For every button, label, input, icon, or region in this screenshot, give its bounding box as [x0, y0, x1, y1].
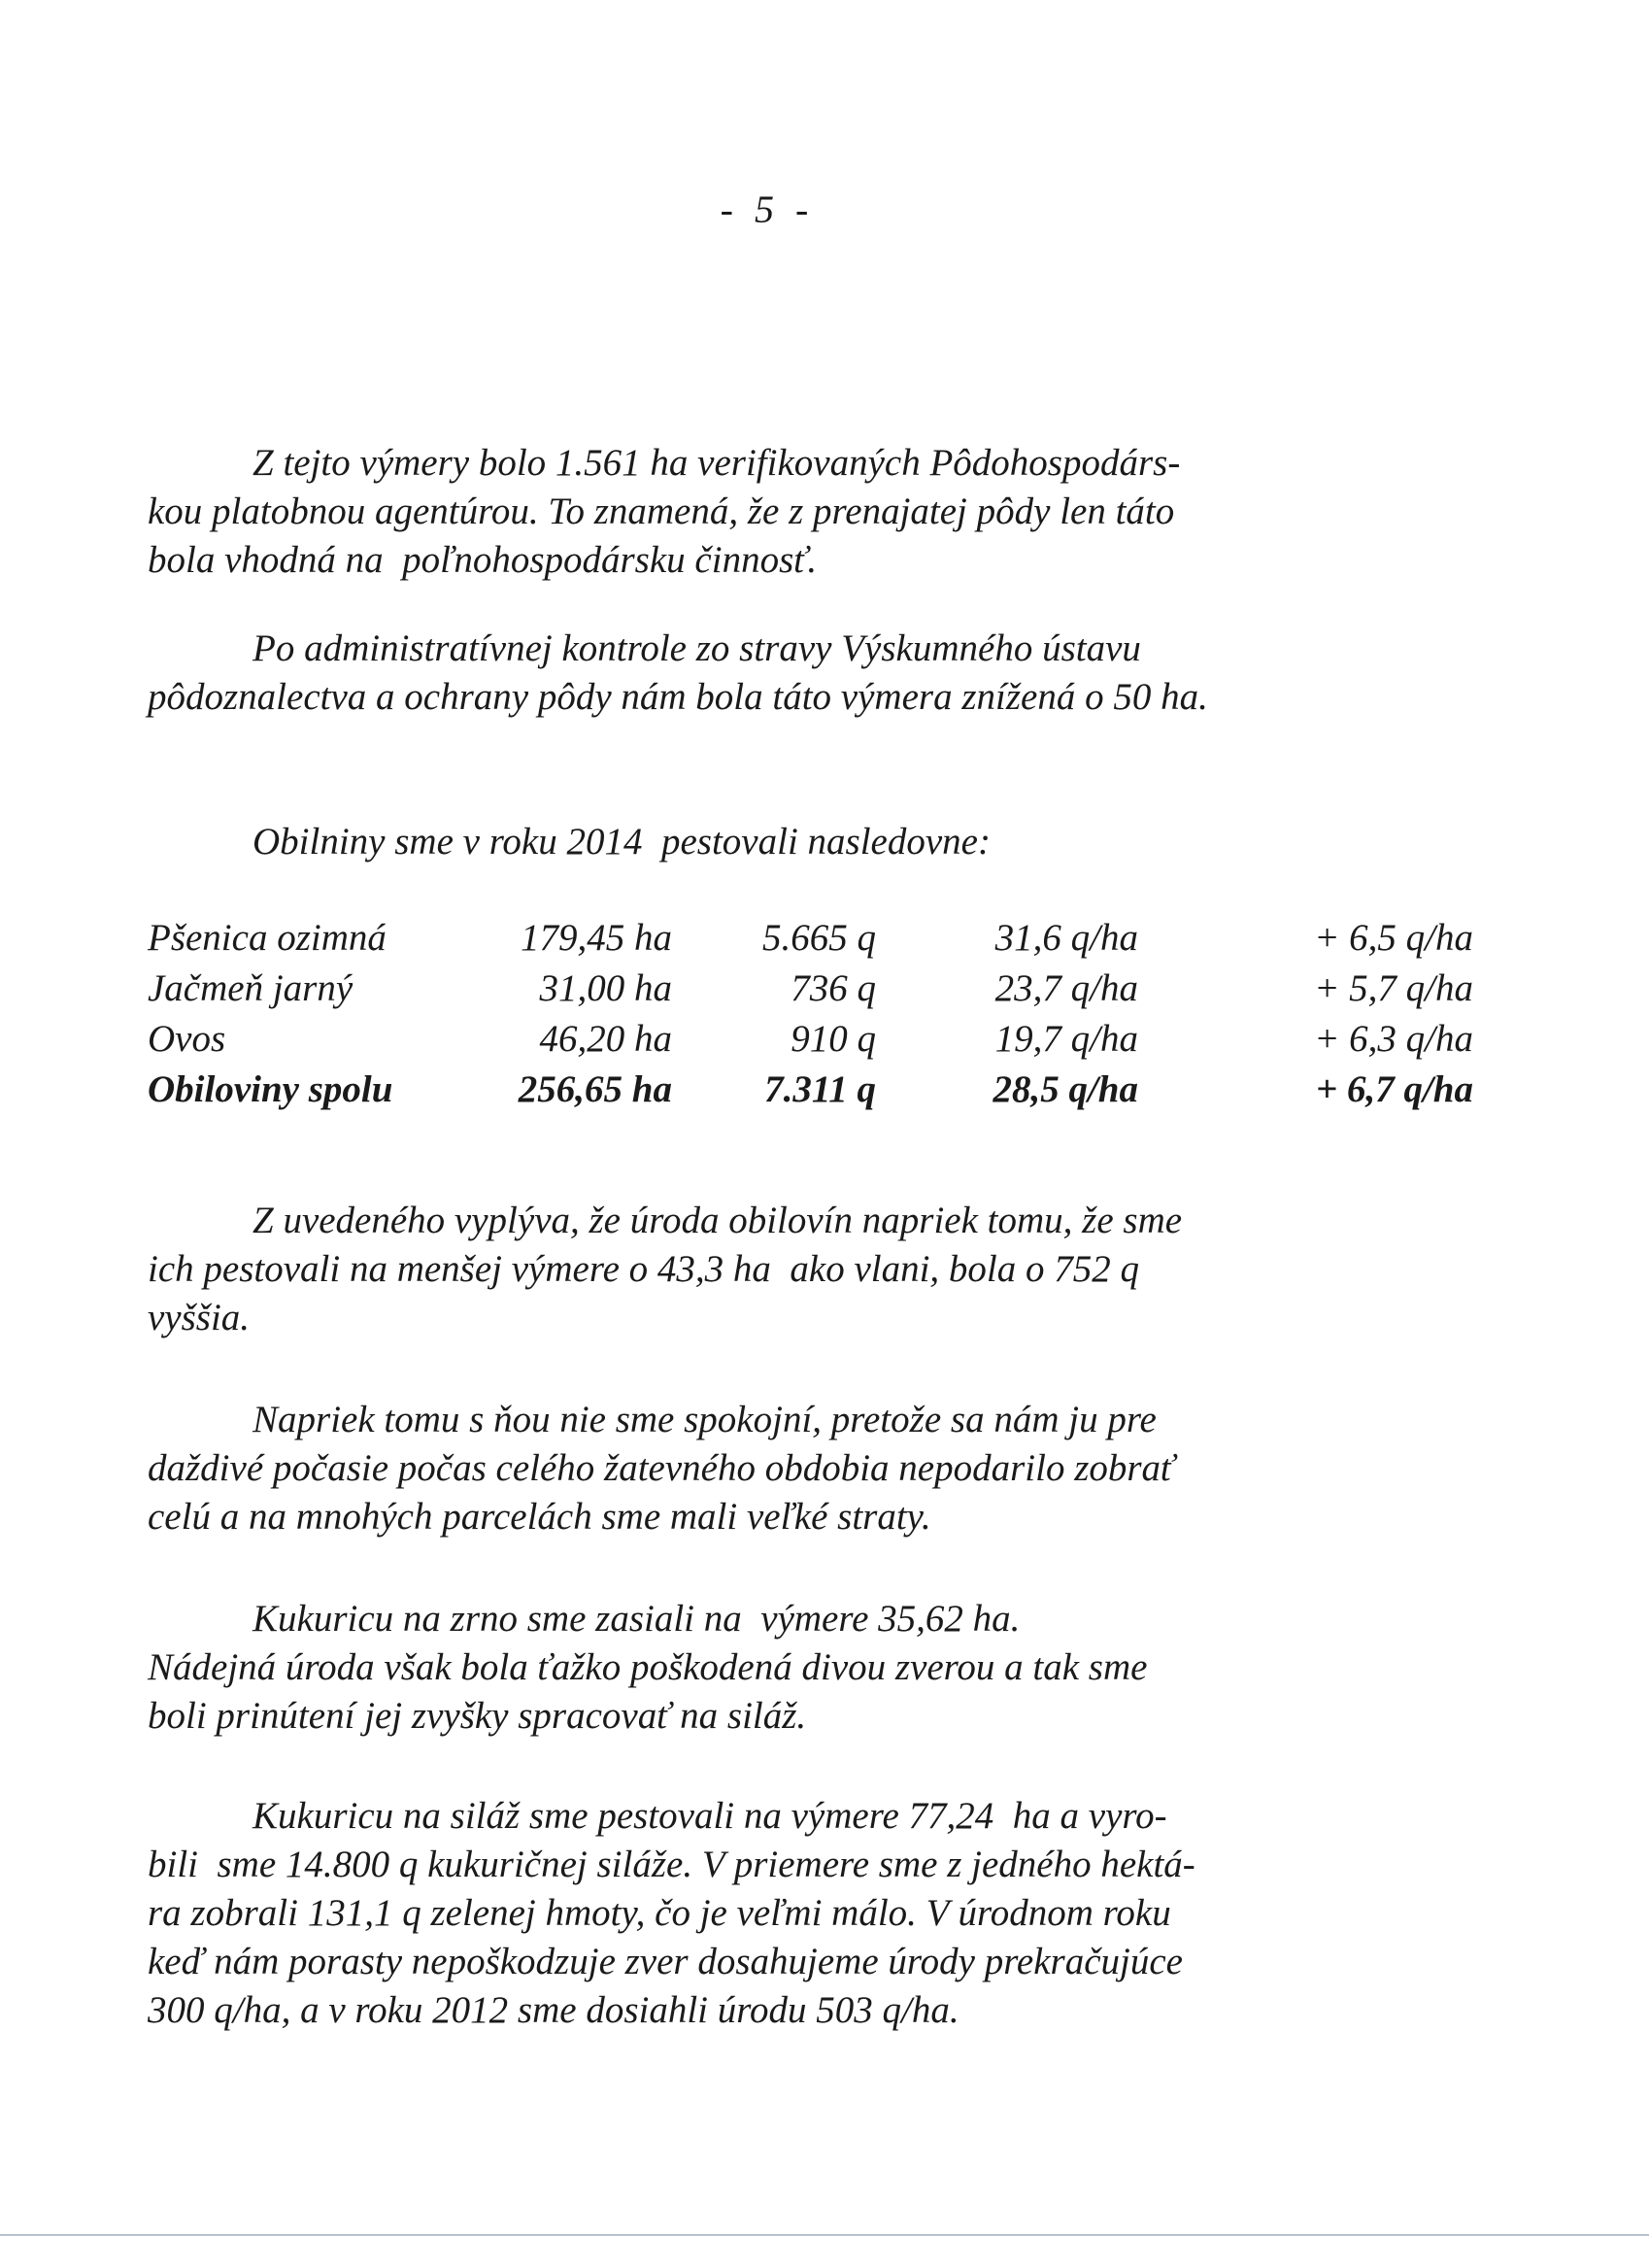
crop-area: 31,00 ha	[539, 967, 672, 1009]
total-yield-difference: + 6,7 q/ha	[1316, 1068, 1473, 1110]
crop-area: 179,45 ha	[521, 917, 672, 959]
table-row	[148, 913, 1473, 964]
crop-yield: 19,7 q/ha	[994, 1018, 1138, 1060]
total-name: Obiloviny spolu	[148, 1068, 393, 1110]
crop-name: Jačmeň jarný	[148, 967, 353, 1009]
text-line: ich pestovali na menšej výmere o 43,3 ha ako vlani, bola o 752 q	[148, 1248, 1140, 1290]
table-total-row	[148, 1065, 1473, 1115]
paragraph-verification	[148, 439, 1410, 585]
text-line: 300 q/ha, a v roku 2012 sme dosiahli úrodu 503 q/ha.	[148, 1989, 959, 2031]
text-line: Z tejto výmery bolo 1.561 ha verifikovaných Pôdohospodárs-	[252, 442, 1181, 484]
paragraph-weather-losses	[148, 1396, 1410, 1541]
text-line: Z uvedeného vyplýva, že úroda obilovín napriek tomu, že sme	[252, 1200, 1183, 1241]
paragraph-control	[148, 625, 1410, 722]
text-line: boli prinútení jej zvyšky spracovať na siláž.	[148, 1695, 807, 1737]
text-line: kou platobnou agentúrou. To znamená, že z prenajatej pôdy len táto	[148, 491, 1175, 532]
crop-table	[148, 913, 1473, 1115]
text-line: bili sme 14.800 q kukuričnej siláže. V priemere sme z jedného hektá-	[148, 1844, 1195, 1885]
page-edge-line	[0, 2234, 1649, 2236]
crop-area: 46,20 ha	[539, 1018, 672, 1060]
table-row	[148, 1014, 1473, 1065]
text-line: daždivé počasie počas celého žatevného obdobia nepodarilo zobrať	[148, 1447, 1175, 1489]
text-line: Napriek tomu s ňou nie sme spokojní, pretože sa nám ju pre	[252, 1399, 1157, 1440]
text-line: Kukuricu na siláž sme pestovali na výmere 77,24 ha a vyro-	[252, 1795, 1167, 1837]
text-line: vyššia.	[148, 1297, 251, 1338]
text-line: ra zobrali 131,1 q zelenej hmoty, čo je veľmi málo. V úrodnom roku	[148, 1892, 1171, 1934]
text-line: Kukuricu na zrno sme zasiali na výmere 35,62 ha.	[252, 1598, 1021, 1640]
text-line: bola vhodná na poľnohospodársku činnosť.	[148, 539, 818, 581]
text-line: Nádejná úroda však bola ťažko poškodená divou zverou a tak sme	[148, 1646, 1148, 1688]
paragraph-harvest-result	[148, 1197, 1410, 1342]
crop-production: 910 q	[791, 1018, 876, 1060]
text-line: pôdoznalectva a ochrany pôdy nám bola táto výmera znížená o 50 ha.	[148, 676, 1208, 718]
total-area: 256,65 ha	[518, 1068, 672, 1110]
text-line: Po administratívnej kontrole zo stravy Výskumného ústavu	[252, 627, 1141, 669]
text-line: celú a na mnohých parcelách sme mali veľké straty.	[148, 1496, 931, 1538]
crop-yield-difference: + 5,7 q/ha	[1314, 967, 1473, 1009]
crop-yield: 31,6 q/ha	[994, 917, 1138, 959]
crop-production: 736 q	[791, 967, 876, 1009]
crop-yield-difference: + 6,5 q/ha	[1314, 917, 1473, 959]
crop-yield-difference: + 6,3 q/ha	[1314, 1018, 1473, 1060]
paragraph-grain-maize	[148, 1595, 1410, 1741]
table-row	[148, 964, 1473, 1014]
total-yield: 28,5 q/ha	[993, 1068, 1138, 1110]
text-line: keď nám porasty nepoškodzuje zver dosahujeme úrody prekračujúce	[148, 1941, 1183, 1982]
crop-name: Ovos	[148, 1018, 226, 1060]
page-number: - 5 -	[720, 187, 815, 231]
crop-production: 5.665 q	[762, 917, 876, 959]
total-production: 7.311 q	[764, 1068, 876, 1110]
table-intro: Obilniny sme v roku 2014 pestovali nasledovne:	[252, 821, 991, 863]
paragraph-silage-maize	[148, 1792, 1410, 2035]
crop-name: Pšenica ozimná	[148, 917, 387, 959]
crop-yield: 23,7 q/ha	[994, 967, 1138, 1009]
